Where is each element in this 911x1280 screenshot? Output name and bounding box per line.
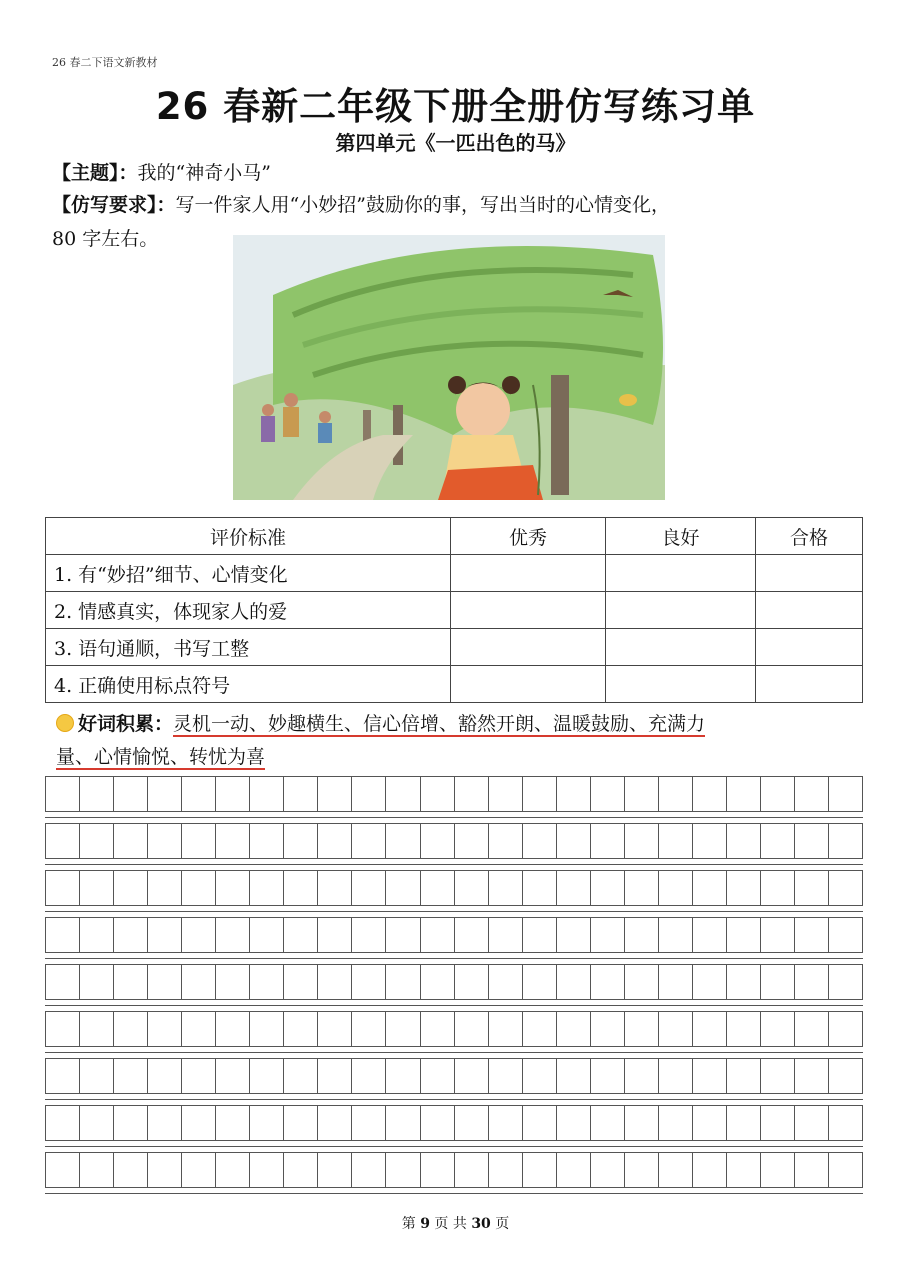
writing-cell[interactable]: [386, 1153, 420, 1187]
footer-middle: 页 共: [429, 1216, 472, 1232]
writing-cell[interactable]: [421, 1059, 455, 1093]
writing-cell[interactable]: [80, 1106, 114, 1140]
writing-cell[interactable]: [489, 918, 523, 952]
writing-cell[interactable]: [284, 1106, 318, 1140]
writing-cell[interactable]: [250, 777, 284, 811]
writing-cell[interactable]: [455, 1012, 489, 1046]
writing-grid-row: [45, 1011, 863, 1047]
writing-cell[interactable]: [284, 871, 318, 905]
row-separator-line: [45, 864, 863, 865]
writing-cell[interactable]: [523, 871, 557, 905]
writing-cell[interactable]: [284, 918, 318, 952]
writing-cell[interactable]: [318, 918, 352, 952]
requirement-text: 写一件家人用“小妙招”鼓励你的事，写出当时的心情变化，: [175, 194, 670, 216]
writing-cell[interactable]: [489, 1059, 523, 1093]
writing-cell[interactable]: [352, 824, 386, 858]
writing-cell[interactable]: [182, 1153, 216, 1187]
row-separator-line: [45, 817, 863, 818]
writing-cell[interactable]: [829, 1059, 862, 1093]
writing-cell[interactable]: [523, 824, 557, 858]
writing-cell[interactable]: [216, 918, 250, 952]
writing-cell[interactable]: [829, 918, 862, 952]
writing-cell[interactable]: [693, 1059, 727, 1093]
writing-cell[interactable]: [284, 1153, 318, 1187]
writing-cell[interactable]: [318, 1106, 352, 1140]
rubric-cell-excellent[interactable]: [451, 666, 606, 703]
writing-cell[interactable]: [182, 871, 216, 905]
writing-cell[interactable]: [591, 824, 625, 858]
writing-cell[interactable]: [591, 1106, 625, 1140]
yellow-dot-icon: [56, 714, 74, 732]
writing-cell[interactable]: [659, 824, 693, 858]
writing-cell[interactable]: [114, 1012, 148, 1046]
writing-cell[interactable]: [625, 918, 659, 952]
writing-cell[interactable]: [386, 871, 420, 905]
rubric-cell-pass[interactable]: [756, 666, 863, 703]
writing-cell[interactable]: [693, 824, 727, 858]
writing-cell[interactable]: [114, 824, 148, 858]
writing-cell[interactable]: [727, 1059, 761, 1093]
writing-cell[interactable]: [386, 918, 420, 952]
theme-line: [52, 158, 271, 185]
writing-cell[interactable]: [182, 824, 216, 858]
row-separator-line: [45, 1146, 863, 1147]
writing-cell[interactable]: [659, 965, 693, 999]
writing-cell[interactable]: [659, 1059, 693, 1093]
writing-cell[interactable]: [659, 918, 693, 952]
writing-cell[interactable]: [795, 1012, 829, 1046]
writing-cell[interactable]: [46, 1153, 80, 1187]
rubric-header-criteria: 评价标准: [46, 518, 451, 555]
writing-cell[interactable]: [386, 965, 420, 999]
writing-cell[interactable]: [557, 871, 591, 905]
writing-cell[interactable]: [455, 1059, 489, 1093]
writing-cell[interactable]: [829, 1012, 862, 1046]
writing-cell[interactable]: [693, 1153, 727, 1187]
writing-cell[interactable]: [284, 777, 318, 811]
writing-cell[interactable]: [557, 1153, 591, 1187]
storybook-illustration: [233, 235, 665, 500]
writing-cell[interactable]: [46, 1012, 80, 1046]
writing-cell[interactable]: [625, 777, 659, 811]
writing-cell[interactable]: [114, 965, 148, 999]
writing-cell[interactable]: [284, 1059, 318, 1093]
writing-cell[interactable]: [216, 1153, 250, 1187]
writing-cell[interactable]: [250, 871, 284, 905]
writing-grid-row: [45, 776, 863, 812]
writing-cell[interactable]: [761, 965, 795, 999]
writing-grid-row: [45, 1105, 863, 1141]
writing-cell[interactable]: [693, 871, 727, 905]
writing-cell[interactable]: [386, 824, 420, 858]
writing-cell[interactable]: [421, 1106, 455, 1140]
rubric-cell-excellent[interactable]: [451, 629, 606, 666]
footer-prefix: 第: [401, 1216, 421, 1232]
writing-cell[interactable]: [489, 1012, 523, 1046]
writing-cell[interactable]: [591, 777, 625, 811]
writing-cell[interactable]: [148, 965, 182, 999]
writing-cell[interactable]: [46, 1106, 80, 1140]
writing-cell[interactable]: [727, 965, 761, 999]
writing-cell[interactable]: [148, 918, 182, 952]
rubric-header-excellent: 优秀: [451, 518, 606, 555]
rubric-row: [46, 629, 863, 666]
rubric-header-good: 良好: [606, 518, 756, 555]
writing-cell[interactable]: [80, 1059, 114, 1093]
vocab-words-line1: 灵机一动、妙趣横生、信心倍增、豁然开朗、温暖鼓励、充满力: [173, 713, 706, 735]
writing-cell[interactable]: [727, 1012, 761, 1046]
writing-cell[interactable]: [557, 1012, 591, 1046]
writing-cell[interactable]: [591, 1153, 625, 1187]
writing-cell[interactable]: [148, 1012, 182, 1046]
writing-cell[interactable]: [421, 871, 455, 905]
writing-cell[interactable]: [727, 824, 761, 858]
writing-cell[interactable]: [114, 1059, 148, 1093]
writing-cell[interactable]: [148, 1106, 182, 1140]
rubric-cell-excellent[interactable]: [451, 555, 606, 592]
writing-cell[interactable]: [761, 1153, 795, 1187]
writing-cell[interactable]: [421, 777, 455, 811]
writing-cell[interactable]: [421, 1012, 455, 1046]
writing-cell[interactable]: [386, 1106, 420, 1140]
writing-cell[interactable]: [114, 871, 148, 905]
writing-cell[interactable]: [795, 1059, 829, 1093]
writing-cell[interactable]: [693, 918, 727, 952]
writing-cell[interactable]: [216, 871, 250, 905]
writing-cell[interactable]: [148, 871, 182, 905]
writing-cell[interactable]: [80, 965, 114, 999]
writing-cell[interactable]: [455, 1106, 489, 1140]
rubric-cell-good[interactable]: [606, 629, 756, 666]
writing-cell[interactable]: [284, 965, 318, 999]
writing-cell[interactable]: [557, 1106, 591, 1140]
writing-cell[interactable]: [591, 918, 625, 952]
writing-cell[interactable]: [216, 824, 250, 858]
writing-cell[interactable]: [318, 824, 352, 858]
writing-cell[interactable]: [216, 1059, 250, 1093]
rubric-criterion: 2. 情感真实，体现家人的爱: [46, 592, 451, 629]
writing-cell[interactable]: [659, 871, 693, 905]
writing-cell[interactable]: [693, 1106, 727, 1140]
writing-cell[interactable]: [557, 777, 591, 811]
theme-label: 【主题】：: [52, 162, 138, 184]
writing-cell[interactable]: [455, 965, 489, 999]
writing-cell[interactable]: [489, 965, 523, 999]
writing-cell[interactable]: [80, 1012, 114, 1046]
rubric-row: [46, 666, 863, 703]
writing-cell[interactable]: [727, 918, 761, 952]
writing-cell[interactable]: [318, 871, 352, 905]
writing-cell[interactable]: [761, 918, 795, 952]
footer-suffix: 页: [490, 1216, 510, 1232]
writing-cell[interactable]: [250, 1012, 284, 1046]
writing-cell[interactable]: [523, 1012, 557, 1046]
rubric-cell-pass[interactable]: [756, 629, 863, 666]
writing-cell[interactable]: [591, 871, 625, 905]
writing-cell[interactable]: [455, 918, 489, 952]
writing-cell[interactable]: [318, 1012, 352, 1046]
writing-cell[interactable]: [182, 1059, 216, 1093]
writing-cell[interactable]: [250, 1059, 284, 1093]
writing-cell[interactable]: [250, 918, 284, 952]
writing-cell[interactable]: [182, 918, 216, 952]
writing-cell[interactable]: [489, 1106, 523, 1140]
writing-cell[interactable]: [182, 777, 216, 811]
writing-cell[interactable]: [80, 777, 114, 811]
writing-cell[interactable]: [352, 965, 386, 999]
writing-cell[interactable]: [455, 871, 489, 905]
rubric-cell-good[interactable]: [606, 555, 756, 592]
writing-cell[interactable]: [659, 1153, 693, 1187]
writing-cell[interactable]: [727, 777, 761, 811]
writing-cell[interactable]: [46, 965, 80, 999]
header-note: 26 春二下语文新教材: [52, 56, 158, 69]
rubric-header-row: [46, 518, 863, 555]
writing-cell[interactable]: [421, 918, 455, 952]
writing-grid-row: [45, 823, 863, 859]
writing-cell[interactable]: [693, 965, 727, 999]
writing-cell[interactable]: [284, 824, 318, 858]
writing-cell[interactable]: [148, 1059, 182, 1093]
writing-cell[interactable]: [625, 824, 659, 858]
writing-cell[interactable]: [557, 918, 591, 952]
writing-cell[interactable]: [523, 1059, 557, 1093]
rubric-cell-good[interactable]: [606, 666, 756, 703]
requirement-label: 【仿写要求】：: [52, 194, 176, 216]
writing-cell[interactable]: [352, 777, 386, 811]
writing-cell[interactable]: [693, 1012, 727, 1046]
writing-grid-row: [45, 870, 863, 906]
writing-cell[interactable]: [489, 871, 523, 905]
writing-cell[interactable]: [625, 1106, 659, 1140]
writing-cell[interactable]: [557, 824, 591, 858]
writing-cell[interactable]: [318, 1059, 352, 1093]
writing-cell[interactable]: [591, 1059, 625, 1093]
rubric-cell-pass[interactable]: [756, 555, 863, 592]
page-footer: [0, 1213, 911, 1233]
writing-cell[interactable]: [182, 1106, 216, 1140]
writing-cell[interactable]: [795, 871, 829, 905]
row-separator-line: [45, 958, 863, 959]
vocab-words-line2: 量、心情愉悦、转忧为喜: [56, 746, 266, 768]
writing-cell[interactable]: [455, 777, 489, 811]
writing-cell[interactable]: [727, 1153, 761, 1187]
writing-cell[interactable]: [250, 824, 284, 858]
writing-cell[interactable]: [318, 777, 352, 811]
writing-cell[interactable]: [795, 965, 829, 999]
writing-cell[interactable]: [386, 1059, 420, 1093]
footer-page-number: 9: [420, 1216, 430, 1232]
writing-cell[interactable]: [318, 1153, 352, 1187]
writing-cell[interactable]: [80, 918, 114, 952]
writing-cell[interactable]: [591, 1012, 625, 1046]
writing-cell[interactable]: [761, 1012, 795, 1046]
rubric-cell-good[interactable]: [606, 592, 756, 629]
rubric-cell-excellent[interactable]: [451, 592, 606, 629]
vocab-section: [56, 708, 866, 774]
writing-cell[interactable]: [727, 871, 761, 905]
writing-cell[interactable]: [795, 1153, 829, 1187]
writing-cell[interactable]: [727, 1106, 761, 1140]
writing-cell[interactable]: [80, 871, 114, 905]
writing-cell[interactable]: [523, 918, 557, 952]
writing-cell[interactable]: [148, 824, 182, 858]
row-separator-line: [45, 1099, 863, 1100]
footer-total-pages: 30: [471, 1216, 491, 1232]
writing-cell[interactable]: [46, 871, 80, 905]
requirement-line: [52, 190, 670, 217]
rubric-cell-pass[interactable]: [756, 592, 863, 629]
writing-cell[interactable]: [216, 1012, 250, 1046]
writing-cell[interactable]: [625, 965, 659, 999]
writing-cell[interactable]: [250, 1106, 284, 1140]
writing-cell[interactable]: [250, 965, 284, 999]
writing-cell[interactable]: [250, 1153, 284, 1187]
writing-cell[interactable]: [352, 918, 386, 952]
row-separator-line: [45, 1193, 863, 1194]
unit-subtitle: 第四单元《一匹出色的马》: [335, 131, 576, 155]
writing-cell[interactable]: [489, 777, 523, 811]
writing-cell[interactable]: [352, 1012, 386, 1046]
writing-cell[interactable]: [761, 871, 795, 905]
rubric-row: [46, 592, 863, 629]
writing-cell[interactable]: [659, 1012, 693, 1046]
writing-cell[interactable]: [386, 1012, 420, 1046]
writing-cell[interactable]: [421, 965, 455, 999]
writing-cell[interactable]: [114, 777, 148, 811]
writing-cell[interactable]: [659, 1106, 693, 1140]
writing-cell[interactable]: [80, 824, 114, 858]
writing-cell[interactable]: [523, 965, 557, 999]
row-separator-line: [45, 1005, 863, 1006]
writing-cell[interactable]: [523, 1106, 557, 1140]
rubric-table: [45, 517, 863, 703]
writing-cell[interactable]: [829, 871, 862, 905]
writing-cell[interactable]: [455, 1153, 489, 1187]
writing-cell[interactable]: [455, 824, 489, 858]
writing-cell[interactable]: [46, 1059, 80, 1093]
writing-cell[interactable]: [216, 777, 250, 811]
writing-cell[interactable]: [829, 777, 862, 811]
writing-cell[interactable]: [761, 1059, 795, 1093]
writing-cell[interactable]: [557, 965, 591, 999]
writing-cell[interactable]: [216, 965, 250, 999]
writing-cell[interactable]: [829, 1153, 862, 1187]
writing-cell[interactable]: [284, 1012, 318, 1046]
writing-cell[interactable]: [557, 1059, 591, 1093]
writing-cell[interactable]: [352, 871, 386, 905]
writing-cell[interactable]: [761, 824, 795, 858]
writing-cell[interactable]: [114, 1153, 148, 1187]
vocab-label: 好词积累：: [78, 713, 174, 735]
writing-cell[interactable]: [829, 1106, 862, 1140]
row-separator-line: [45, 911, 863, 912]
requirement-line-2: 80 字左右。: [52, 228, 159, 250]
theme-text: 我的“神奇小马”: [137, 162, 271, 184]
writing-cell[interactable]: [352, 1106, 386, 1140]
writing-cell[interactable]: [523, 1153, 557, 1187]
writing-cell[interactable]: [795, 824, 829, 858]
writing-cell[interactable]: [46, 918, 80, 952]
rubric-row: [46, 555, 863, 592]
writing-cell[interactable]: [659, 777, 693, 811]
writing-cell[interactable]: [761, 1106, 795, 1140]
writing-cell[interactable]: [114, 1106, 148, 1140]
writing-cell[interactable]: [46, 824, 80, 858]
writing-cell[interactable]: [489, 1153, 523, 1187]
writing-cell[interactable]: [625, 1012, 659, 1046]
writing-cell[interactable]: [352, 1153, 386, 1187]
writing-cell[interactable]: [625, 1153, 659, 1187]
writing-cell[interactable]: [693, 777, 727, 811]
writing-cell[interactable]: [795, 918, 829, 952]
writing-cell[interactable]: [523, 777, 557, 811]
writing-cell[interactable]: [761, 777, 795, 811]
rubric-header-pass: 合格: [756, 518, 863, 555]
writing-cell[interactable]: [318, 965, 352, 999]
writing-cell[interactable]: [489, 824, 523, 858]
writing-cell[interactable]: [148, 1153, 182, 1187]
writing-cell[interactable]: [591, 965, 625, 999]
writing-cell[interactable]: [421, 824, 455, 858]
writing-cell[interactable]: [829, 965, 862, 999]
writing-grid-row: [45, 1058, 863, 1094]
rubric-criterion: 3. 语句通顺，书写工整: [46, 629, 451, 666]
writing-cell[interactable]: [625, 1059, 659, 1093]
writing-cell[interactable]: [182, 965, 216, 999]
writing-cell[interactable]: [352, 1059, 386, 1093]
writing-cell[interactable]: [148, 777, 182, 811]
writing-grid-row: [45, 917, 863, 953]
writing-cell[interactable]: [216, 1106, 250, 1140]
writing-cell[interactable]: [795, 777, 829, 811]
row-separator-line: [45, 1052, 863, 1053]
writing-cell[interactable]: [182, 1012, 216, 1046]
writing-grid-row: [45, 964, 863, 1000]
page-title: 26 春新二年级下册全册仿写练习单: [155, 85, 756, 128]
writing-cell[interactable]: [80, 1153, 114, 1187]
writing-cell[interactable]: [421, 1153, 455, 1187]
writing-cell[interactable]: [114, 918, 148, 952]
writing-grid-row: [45, 1152, 863, 1188]
writing-cell[interactable]: [795, 1106, 829, 1140]
rubric-criterion: 4. 正确使用标点符号: [46, 666, 451, 703]
writing-cell[interactable]: [386, 777, 420, 811]
writing-cell[interactable]: [829, 824, 862, 858]
writing-cell[interactable]: [625, 871, 659, 905]
writing-cell[interactable]: [46, 777, 80, 811]
rubric-criterion: 1. 有“妙招”细节、心情变化: [46, 555, 451, 592]
